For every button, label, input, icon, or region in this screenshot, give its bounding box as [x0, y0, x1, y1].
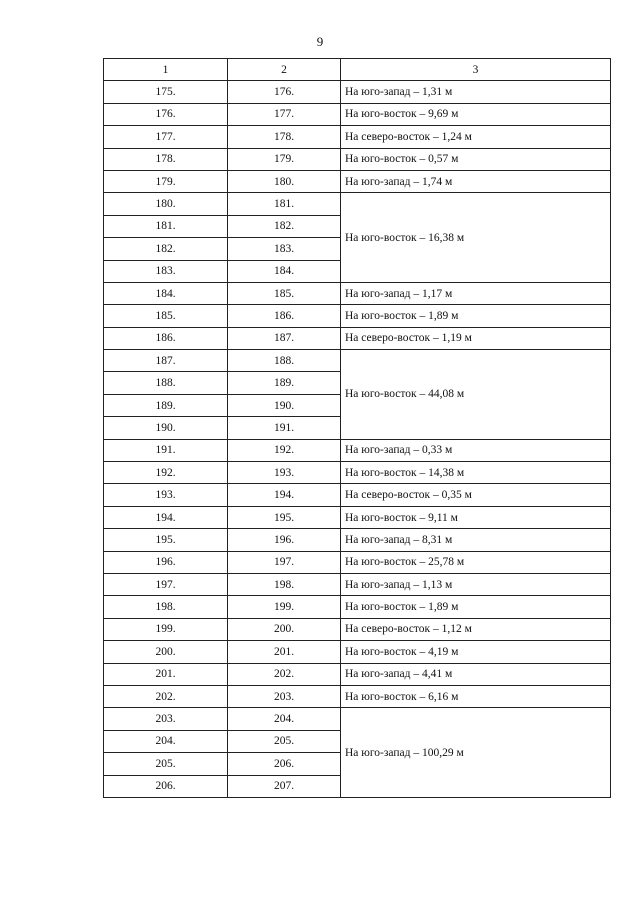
- direction-distance-cell: На юго-запад – 1,13 м: [341, 573, 611, 595]
- point-from-cell: 199.: [104, 618, 228, 640]
- point-to-cell: 200.: [228, 618, 341, 640]
- point-to-cell: 192.: [228, 439, 341, 461]
- point-from-cell: 177.: [104, 126, 228, 148]
- point-from-cell: 205.: [104, 753, 228, 775]
- point-from-cell: 196.: [104, 551, 228, 573]
- point-to-cell: 204.: [228, 708, 341, 730]
- table-row: [104, 126, 611, 148]
- direction-distance-cell: На юго-запад – 4,41 м: [341, 663, 611, 685]
- point-to-cell: 197.: [228, 551, 341, 573]
- table-row: [104, 81, 611, 103]
- point-from-cell: 192.: [104, 462, 228, 484]
- direction-distance-cell: На юго-запад – 100,29 м: [341, 708, 611, 798]
- table-row: [104, 685, 611, 707]
- table-row: [104, 618, 611, 640]
- point-from-cell: 187.: [104, 350, 228, 372]
- table-row: [104, 573, 611, 595]
- point-to-cell: 203.: [228, 685, 341, 707]
- table-row: [104, 148, 611, 170]
- point-to-cell: 199.: [228, 596, 341, 618]
- point-to-cell: 207.: [228, 775, 341, 797]
- table-row: [104, 282, 611, 304]
- point-to-cell: 193.: [228, 462, 341, 484]
- point-to-cell: 188.: [228, 350, 341, 372]
- point-to-cell: 178.: [228, 126, 341, 148]
- direction-distance-cell: На юго-запад – 1,74 м: [341, 170, 611, 192]
- boundary-table: [103, 58, 611, 798]
- direction-distance-cell: На юго-запад – 1,17 м: [341, 282, 611, 304]
- point-from-cell: 203.: [104, 708, 228, 730]
- point-to-cell: 205.: [228, 730, 341, 752]
- point-from-cell: 179.: [104, 170, 228, 192]
- table-body: [104, 81, 611, 798]
- point-from-cell: 204.: [104, 730, 228, 752]
- direction-distance-cell: На юго-запад – 8,31 м: [341, 529, 611, 551]
- point-from-cell: 191.: [104, 439, 228, 461]
- direction-distance-cell: На юго-восток – 9,11 м: [341, 506, 611, 528]
- point-from-cell: 197.: [104, 573, 228, 595]
- point-to-cell: 201.: [228, 641, 341, 663]
- table-row: [104, 529, 611, 551]
- point-to-cell: 180.: [228, 170, 341, 192]
- table-row: [104, 484, 611, 506]
- column-header-1: 1: [104, 59, 228, 81]
- point-from-cell: 206.: [104, 775, 228, 797]
- table-row: [104, 327, 611, 349]
- point-to-cell: 184.: [228, 260, 341, 282]
- direction-distance-cell: На юго-восток – 9,69 м: [341, 103, 611, 125]
- point-from-cell: 193.: [104, 484, 228, 506]
- column-header-3: 3: [341, 59, 611, 81]
- point-from-cell: 186.: [104, 327, 228, 349]
- table-row: [104, 305, 611, 327]
- point-to-cell: 189.: [228, 372, 341, 394]
- table-row: [104, 462, 611, 484]
- point-from-cell: 178.: [104, 148, 228, 170]
- direction-distance-cell: На юго-восток – 1,89 м: [341, 596, 611, 618]
- point-to-cell: 177.: [228, 103, 341, 125]
- point-to-cell: 187.: [228, 327, 341, 349]
- direction-distance-cell: На северо-восток – 0,35 м: [341, 484, 611, 506]
- table-header-row: [104, 59, 611, 81]
- table-row: [104, 170, 611, 192]
- point-from-cell: 181.: [104, 215, 228, 237]
- direction-distance-cell: На юго-восток – 25,78 м: [341, 551, 611, 573]
- table-row: [104, 708, 611, 730]
- point-from-cell: 185.: [104, 305, 228, 327]
- point-to-cell: 194.: [228, 484, 341, 506]
- point-from-cell: 195.: [104, 529, 228, 551]
- direction-distance-cell: На северо-восток – 1,24 м: [341, 126, 611, 148]
- table-row: [104, 641, 611, 663]
- point-to-cell: 206.: [228, 753, 341, 775]
- table-row: [104, 506, 611, 528]
- direction-distance-cell: На юго-восток – 0,57 м: [341, 148, 611, 170]
- point-from-cell: 180.: [104, 193, 228, 215]
- table-row: [104, 663, 611, 685]
- direction-distance-cell: На юго-восток – 44,08 м: [341, 350, 611, 440]
- direction-distance-cell: На юго-восток – 1,89 м: [341, 305, 611, 327]
- direction-distance-cell: На юго-восток – 16,38 м: [341, 193, 611, 283]
- point-to-cell: 196.: [228, 529, 341, 551]
- table-row: [104, 439, 611, 461]
- point-from-cell: 175.: [104, 81, 228, 103]
- point-from-cell: 198.: [104, 596, 228, 618]
- point-to-cell: 198.: [228, 573, 341, 595]
- direction-distance-cell: На юго-запад – 1,31 м: [341, 81, 611, 103]
- point-to-cell: 191.: [228, 417, 341, 439]
- table-row: [104, 551, 611, 573]
- direction-distance-cell: На северо-восток – 1,12 м: [341, 618, 611, 640]
- point-from-cell: 201.: [104, 663, 228, 685]
- point-from-cell: 189.: [104, 394, 228, 416]
- page-number: 9: [316, 34, 324, 49]
- point-to-cell: 190.: [228, 394, 341, 416]
- point-from-cell: 188.: [104, 372, 228, 394]
- point-from-cell: 202.: [104, 685, 228, 707]
- point-to-cell: 182.: [228, 215, 341, 237]
- point-to-cell: 181.: [228, 193, 341, 215]
- point-from-cell: 176.: [104, 103, 228, 125]
- table-row: [104, 596, 611, 618]
- point-to-cell: 195.: [228, 506, 341, 528]
- point-from-cell: 200.: [104, 641, 228, 663]
- direction-distance-cell: На северо-восток – 1,19 м: [341, 327, 611, 349]
- column-header-2: 2: [228, 59, 341, 81]
- point-to-cell: 176.: [228, 81, 341, 103]
- direction-distance-cell: На юго-восток – 4,19 м: [341, 641, 611, 663]
- point-to-cell: 179.: [228, 148, 341, 170]
- point-to-cell: 183.: [228, 238, 341, 260]
- table-row: [104, 103, 611, 125]
- point-from-cell: 184.: [104, 282, 228, 304]
- table-row: [104, 350, 611, 372]
- point-from-cell: 194.: [104, 506, 228, 528]
- direction-distance-cell: На юго-запад – 0,33 м: [341, 439, 611, 461]
- direction-distance-cell: На юго-восток – 14,38 м: [341, 462, 611, 484]
- point-to-cell: 202.: [228, 663, 341, 685]
- table-row: [104, 193, 611, 215]
- direction-distance-cell: На юго-восток – 6,16 м: [341, 685, 611, 707]
- point-from-cell: 182.: [104, 238, 228, 260]
- point-from-cell: 190.: [104, 417, 228, 439]
- point-to-cell: 186.: [228, 305, 341, 327]
- point-to-cell: 185.: [228, 282, 341, 304]
- point-from-cell: 183.: [104, 260, 228, 282]
